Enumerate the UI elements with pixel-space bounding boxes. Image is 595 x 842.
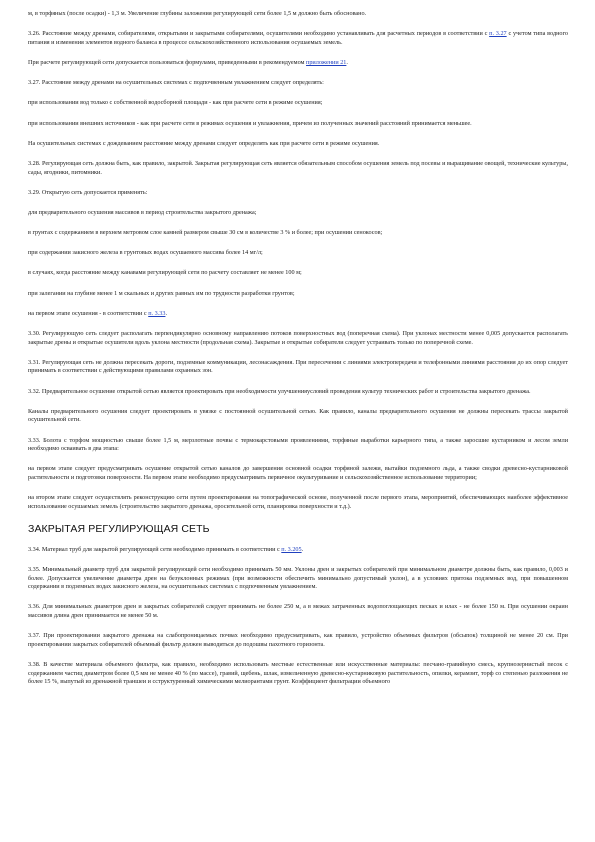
section-heading: ЗАКРЫТАЯ РЕГУЛИРУЮЩАЯ СЕТЬ [28,522,210,535]
paragraph: 3.27. Расстояние между дренами на осушительных системах с подпочвенным увлажнением следует определять: [28,79,324,87]
paragraph: 3.32. Предварительное осушение открытой сетью является проектировать при необходимости улучшенияусловий проведения культур технических работ и строительства закрытого дренажа. [28,387,531,395]
paragraph: 3.30. Регулирующую сеть следует располагать перпендикулярно основному направлению потоков поверхностных вод (поперечная схема). При уклонах местности менее 0,005 допускается располагать закрытые дрены и открытые осушители вдоль уклона местности (продольная схема). Закрытые и открытые собиратели следует устраивать только по поперечной схеме. [28,330,568,346]
paragraph: при содержании закисного железа в грунтовых водах осушаемого массива более 14 мг/л; [28,249,263,257]
paragraph [28,546,568,555]
paragraph: 3.29. Открытую сеть допускается применять: [28,188,148,196]
paragraph: на втором этапе следует осуществлять реконструкцию сети путем проектирования на топографической основе, полученной после первого этапа, мероприятий, обеспечивающих наиболее эффективное использование осушаемых земель (строительство закрытого дренажа, оросительной сети, планировка поверхности и т.д.). [28,494,568,510]
paragraph: 3.36. Для минимальных диаметров дрен и закрытых собирателей следует принимать не более 250 м, а в межах затраченных водопоглощающих песках и илах - не более 150 м. При осушении окраин массивов длина дрен принимается не менее 50 м. [28,603,568,620]
paragraph-text: . [346,58,348,66]
paragraph: на первом этапе следует предусматривать осушение открытой сетью каналов до завершения основной осадки торфяной залежи, вытайки подземного льда, а также сводки древесно-кустарниковой растительности и подготовки поверхности. На первом этапе необходимо предусматривать первичное окультуривание и сельскохозяйственное использование территории; [28,465,568,481]
paragraph: 3.35. Минимальный диаметр труб для закрытой регулирующей сети необходимо принимать 50 мм. Уклоны дрен и закрытых собирателей при минимальном диаметре должны быть, как правило, 0,003 и более. Допускается увеличение диаметра дрен на безуклонных режимах (при возможности обеспечить минимально допустимый уклон), а в условиях притока подземных вод, при повышенном содержании в подземных водах закисного железа, на осушительных системах с подпочвенным увлажнением. [28,566,568,591]
document-body-top [28,10,568,511]
paragraph-text: . [165,309,167,317]
paragraph: 3.33. Болота с торфом мощностью свыше более 1,5 м, мерзлотные почвы с термокарстовыми проявлениями, торфяные выработки карьерного типа, а также заросшие кустарником и лесом земли необходимо осваивать в два этапа: [28,436,568,453]
paragraph: для предварительного осушения массивов в период строительства закрытого дренажа; [28,208,257,216]
paragraph-text: При расчете регулирующей сети допускается пользоваться формулами, приведенными в рекомендуемом [28,58,307,66]
paragraph: в случаях, когда расстояние между канавами регулирующей сети по расчету составляет не менее 100 м; [28,269,302,277]
paragraph: На осушительных системах с дождеванием расстояние между дренами следует определять как при расчете сети в режиме осушения. [28,139,380,147]
cross-reference-link[interactable]: п. 3.33 [148,309,166,317]
paragraph: при использовании вод только с собственной водосборной площади - как при расчете сети в режиме осушения; [28,99,323,107]
paragraph: в грунтах с содержанием в верхнем метровом слое камней размером свыше 30 см в количестве 3 % и более; при осушении сенокосов; [28,229,383,237]
cross-reference-link[interactable]: п. 3.27 [489,30,507,38]
paragraph: 3.37. При проектировании закрытого дренажа на слабопроницаемых почвах необходимо предусматривать, как правило, устройство объемных фильтров (обсыпок) толщиной не менее 20 см. При проектировании закрытых собирателей объемный фильтр должен выводиться до подошвы пахотного горизонта. [28,632,568,648]
document-body-bottom [28,546,568,687]
paragraph [28,59,568,68]
paragraph-text: на первом этапе осушения - в соответствии с [28,309,149,317]
paragraph: при залегании на глубине менее 1 м скальных и других равных им по трудности разработки грунтов; [28,289,295,297]
paragraph [28,310,568,319]
document-page [28,10,568,698]
paragraph: м, в торфяных (после осадки) - 1,3 м. Увеличение глубины заложения регулирующей сети более 1,5 м должно быть обосновано. [28,10,367,17]
paragraph-text: 3.34. Материал труб для закрытой регулирующей сети необходимо принимать в соответствии с [28,545,282,553]
paragraph [28,30,568,47]
paragraph: 3.38. В качестве материала объемного фильтра, как правило, необходимо использовать местные естественные или искусственные материалы: песчано-гравийную смесь, крупнозернистый песок с содержанием частиц диаметром более 0,5 мм не менее 40 % (по массе), гравий, щебень, шлак, измельченную древесно-кустарниковую растительность, опилки, керамзит, торф со степенью разложения не более 15 %, выпутый из дренажной траншеи и сструктуренный химическими мелиорантами грунт. Коэффициент фильтрации объемного [28,661,568,686]
paragraph-text: . [301,545,304,553]
paragraph: 3.31. Регулирующая сеть не должна пересекать дороги, подземные коммуникации, лесонасаждения. При пересечении с линиями электропередачи и телефонными линиями расстояния до их опор следует принимать в соответствии с действующими правилами охранных зон. [28,358,568,375]
cross-reference-link[interactable]: п. 3.205 [281,545,302,553]
paragraph-text: 3.26. Расстояние между дренами, собирателями, открытыми и закрытыми собирателями, осушителями необходимо устанавливать для расчетных периодов в соответствии с [28,30,490,38]
paragraph: Каналы предварительного осушения следует проектировать в увязке с постоянной осушительной сетью. Как правило, каналы предварительного осушения не должны пересекать трассы закрытой осушительной сети. [28,407,568,424]
paragraph: при использовании внешних источников - как при расчете сети в режимах осушения и увлажнения, причем из полученных значений расстояний принимается меньшее. [28,119,472,127]
paragraph-text: с учетом типа водного питания и изменения элементов водного баланса в процессе сельскохозяйственного использования осушаемых земель. [28,30,569,46]
cross-reference-link[interactable]: приложении 21 [306,58,347,66]
paragraph: 3.28. Регулирующая сеть должна быть, как правило, закрытой. Закрытая регулирующая сеть является обязательным способом осушения земель под посевы и выращивание овощей, технические культуры, сады, ягодники, питомники. [28,159,568,176]
